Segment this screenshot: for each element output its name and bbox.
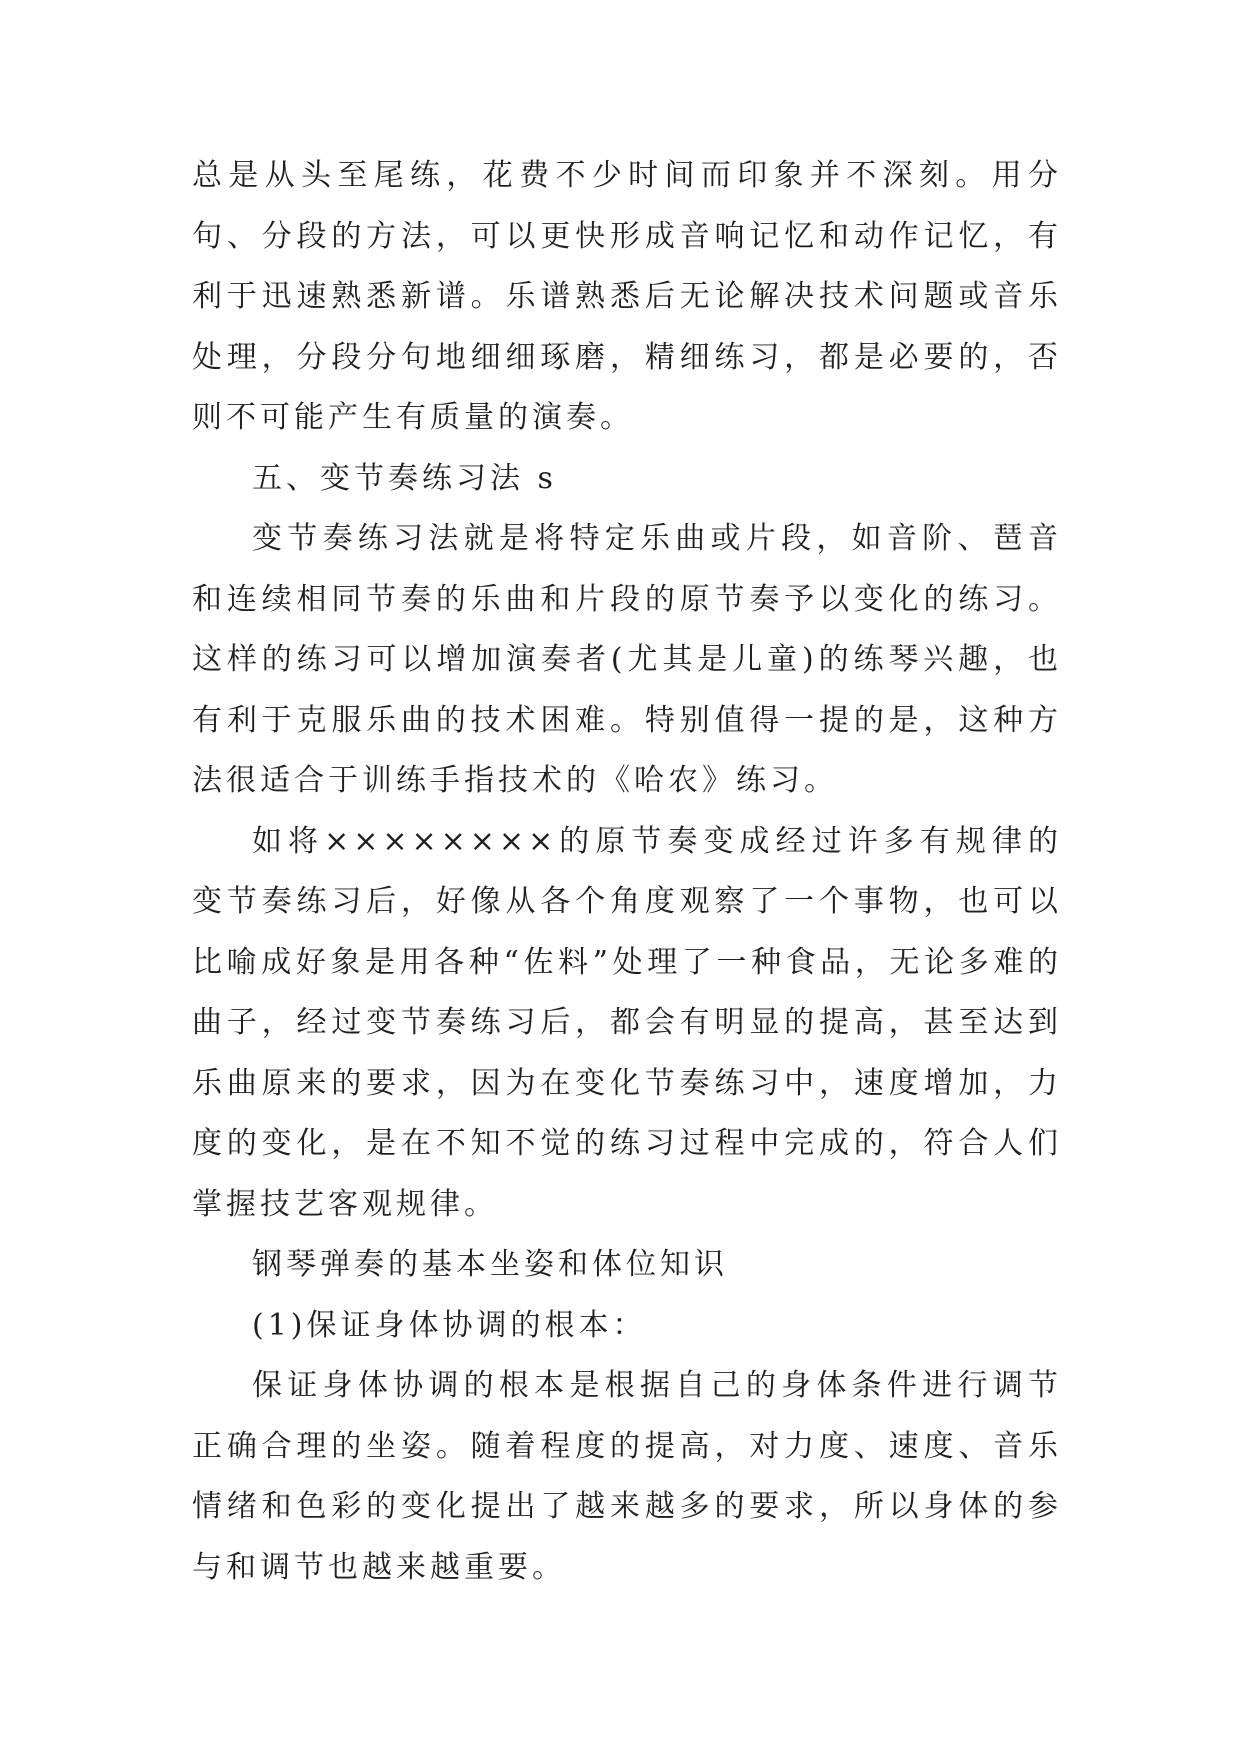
paragraph-variable-rhythm-definition: 变节奏练习法就是将特定乐曲或片段，如音阶、琶音和连续相同节奏的乐曲和片段的原节奏予以变化的练习。这样的练习可以增加演奏者(尤其是儿童)的练琴兴趣，也有利于克服乐曲的技术困难。特别值得一提的是，这种方法很适合于训练手指技术的《哈农》练习。	[192, 521, 1062, 798]
section-heading-variable-rhythm: 五、变节奏练习法 s	[252, 460, 557, 496]
paragraph-variable-rhythm-example: 如将××××××××的原节奏变成经过许多有规律的变节奏练习后，好像从各个角度观察了一个事物，也可以比喻成好象是用各种“佐料”处理了一种食品，无论多难的曲子，经过变节奏练习后，都会有明显的提高，甚至达到乐曲原来的要求，因为在变化节奏练习中，速度增加，力度的变化，是在不知不觉的练习过程中完成的，符合人们掌握技艺客观规律。	[192, 823, 1062, 1222]
document-body	[192, 146, 1062, 1598]
section-heading-posture: 钢琴弹奏的基本坐姿和体位知识	[252, 1247, 728, 1282]
subheading-body-coordination: (1)保证身体协调的根本：	[252, 1307, 647, 1343]
paragraph-body-coordination: 保证身体协调的根本是根据自己的身体条件进行调节正确合理的坐姿。随着程度的提高，对力度、速度、音乐情绪和色彩的变化提出了越来越多的要求，所以身体的参与和调节也越来越重要。	[192, 1368, 1062, 1585]
paragraph-continuation: 总是从头至尾练，花费不少时间而印象并不深刻。用分句、分段的方法，可以更快形成音响记忆和动作记忆，有利于迅速熟悉新谱。乐谱熟悉后无论解决技术问题或音乐处理，分段分句地细细琢磨，精细练习，都是必要的，否则不可能产生有质量的演奏。	[192, 158, 1062, 435]
